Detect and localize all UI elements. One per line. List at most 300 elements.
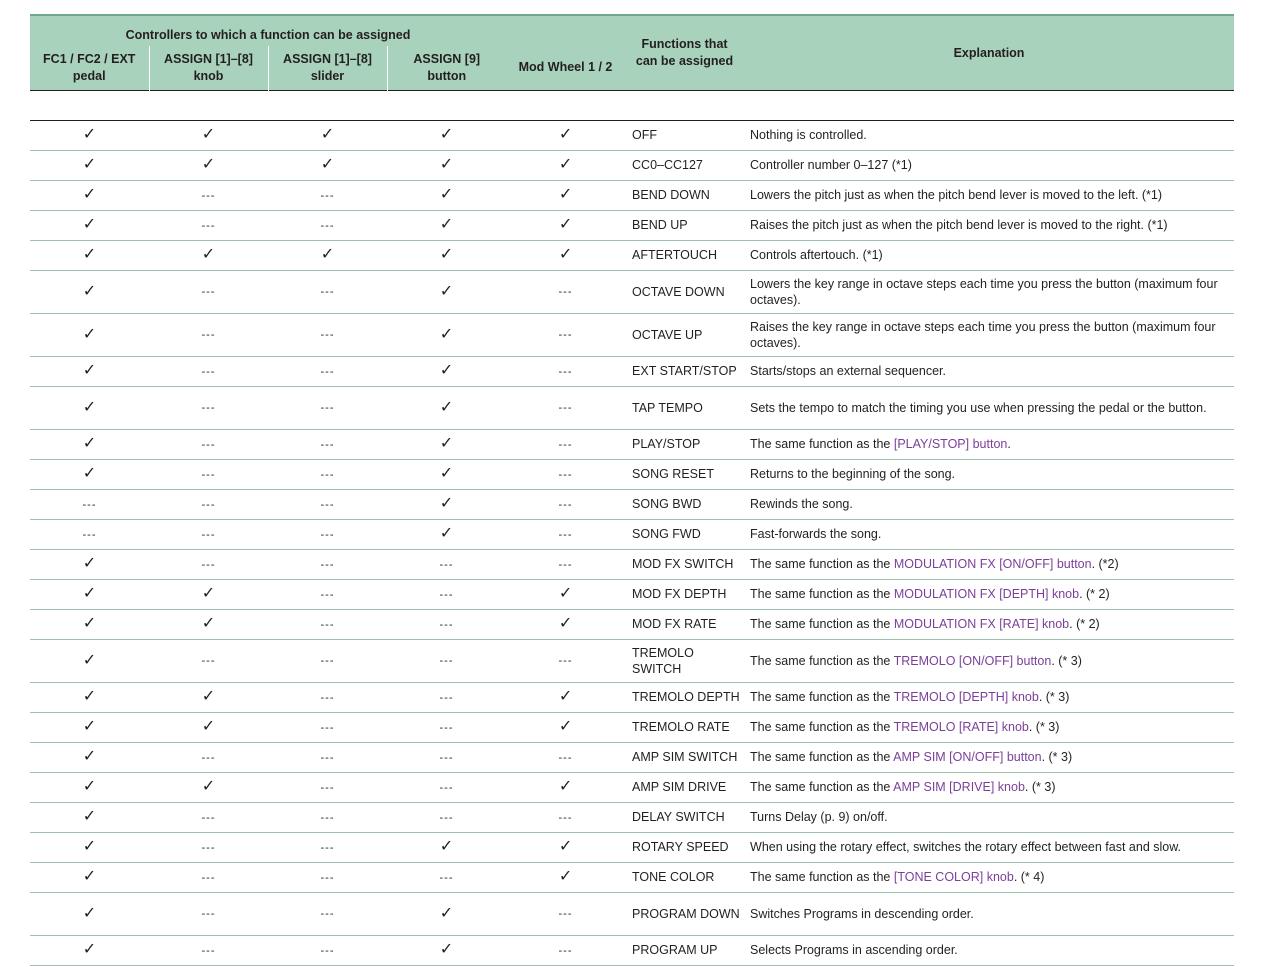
assign-knob-cell: [149, 520, 268, 550]
assign-knob-cell: [149, 713, 268, 743]
check-mark-icon: ✓: [82, 398, 97, 416]
check-mark-icon: ✓: [558, 186, 573, 204]
assign-slider-cell: [268, 550, 387, 580]
table-body: [30, 91, 1234, 966]
explanation-text: The same function as the: [750, 437, 894, 452]
assign-button-cell: [387, 357, 506, 387]
assign-slider-cell: [268, 387, 387, 430]
assign-knob-cell: [149, 314, 268, 357]
explanation-text: Returns to the beginning of the song.: [750, 467, 956, 482]
assign-slider-cell: [268, 803, 387, 833]
not-available-mark: ---: [320, 329, 335, 342]
function-name-cell: EXT START/STOP: [625, 357, 744, 387]
fc-pedal-cell: [30, 460, 149, 490]
mod-wheel-cell: [506, 863, 625, 893]
mod-wheel-cell: [506, 271, 625, 314]
explanation-text: Turns Delay (p. 9) on/off.: [750, 810, 888, 825]
mod-wheel-cell: [506, 241, 625, 271]
assign-knob-cell: [149, 121, 268, 151]
check-mark-icon: ✓: [82, 615, 97, 633]
not-available-mark: ---: [201, 468, 216, 481]
check-mark-icon: ✓: [82, 555, 97, 573]
mod-wheel-cell: [506, 893, 625, 936]
explanation-cell: [744, 833, 1234, 863]
assign-slider-cell: [268, 314, 387, 357]
explanation-text: .: [1007, 437, 1011, 452]
function-name-cell: OCTAVE DOWN: [625, 271, 744, 314]
explanation-cell: [744, 683, 1234, 713]
mod-wheel-cell: [506, 430, 625, 460]
assign-button-cell: [387, 936, 506, 966]
assign-button-cell: [387, 387, 506, 430]
not-available-mark: ---: [201, 841, 216, 854]
explanation-cell: [744, 803, 1234, 833]
mod-wheel-cell: [506, 713, 625, 743]
table-row: [30, 580, 1234, 610]
check-mark-icon: ✓: [82, 282, 97, 300]
fc-pedal-cell: [30, 121, 149, 151]
assign-slider-cell: [268, 936, 387, 966]
mod-wheel-cell: [506, 520, 625, 550]
check-mark-icon: ✓: [82, 126, 97, 144]
explanation-cell: [744, 640, 1234, 683]
assign-slider-cell: [268, 683, 387, 713]
not-available-mark: ---: [320, 655, 335, 668]
fc-pedal-cell: [30, 520, 149, 550]
explanation-cell: [744, 936, 1234, 966]
explanation-text: The same function as the: [750, 587, 894, 602]
check-mark-icon: ✓: [201, 718, 216, 736]
assign-knob-header-line2: knob: [193, 69, 224, 83]
not-available-mark: ---: [320, 468, 335, 481]
fc-pedal-header-line2: pedal: [72, 69, 106, 83]
table-row: [30, 743, 1234, 773]
assign-button-cell: [387, 743, 506, 773]
explanation-text: Lowers the pitch just as when the pitch bend lever is moved to the left. (*1): [750, 188, 1163, 203]
panel-control-reference: MODULATION FX [DEPTH] knob: [893, 587, 1080, 602]
function-name-cell: AMP SIM SWITCH: [625, 743, 744, 773]
check-mark-icon: ✓: [439, 325, 454, 343]
assign-button-header-line1: ASSIGN [9]: [413, 52, 481, 66]
mod-wheel-cell: [506, 833, 625, 863]
not-available-mark: ---: [439, 811, 454, 824]
assign-button-header-line2: button: [427, 69, 467, 83]
assign-slider-cell: [268, 640, 387, 683]
assign-button-cell: [387, 430, 506, 460]
table-row: [30, 683, 1234, 713]
check-mark-icon: ✓: [82, 216, 97, 234]
fc-pedal-cell: [30, 580, 149, 610]
assign-knob-header-line1: ASSIGN [1]–[8]: [164, 52, 253, 66]
mod-wheel-cell: [506, 640, 625, 683]
function-name-cell: PROGRAM UP: [625, 936, 744, 966]
not-available-mark: ---: [558, 438, 573, 451]
not-available-mark: ---: [320, 691, 335, 704]
functions-header-line2: can be assigned: [635, 54, 734, 68]
fc-pedal-header: [30, 46, 149, 91]
assign-button-cell: [387, 241, 506, 271]
assign-button-cell: [387, 863, 506, 893]
fc-pedal-cell: [30, 936, 149, 966]
fc-pedal-cell: [30, 550, 149, 580]
table-row: [30, 181, 1234, 211]
not-available-mark: ---: [320, 286, 335, 299]
check-mark-icon: ✓: [320, 126, 335, 144]
check-mark-icon: ✓: [82, 435, 97, 453]
fc-pedal-cell: [30, 387, 149, 430]
not-available-mark: ---: [201, 811, 216, 824]
check-mark-icon: ✓: [82, 585, 97, 603]
check-mark-icon: ✓: [439, 246, 454, 264]
mod-wheel-header: Mod Wheel 1 / 2: [506, 15, 625, 91]
table-row: [30, 713, 1234, 743]
fc-pedal-cell: [30, 803, 149, 833]
assign-knob-cell: [149, 430, 268, 460]
check-mark-icon: ✓: [558, 868, 573, 886]
assign-slider-cell: [268, 773, 387, 803]
not-available-mark: ---: [201, 528, 216, 541]
check-mark-icon: ✓: [439, 126, 454, 144]
mod-wheel-cell: [506, 490, 625, 520]
check-mark-icon: ✓: [558, 718, 573, 736]
assign-knob-cell: [149, 580, 268, 610]
not-available-mark: ---: [558, 365, 573, 378]
check-mark-icon: ✓: [82, 718, 97, 736]
assign-knob-cell: [149, 490, 268, 520]
assign-button-cell: [387, 550, 506, 580]
explanation-cell: [744, 151, 1234, 181]
assign-button-cell: [387, 580, 506, 610]
assign-slider-cell: [268, 181, 387, 211]
assign-button-cell: [387, 460, 506, 490]
check-mark-icon: ✓: [82, 156, 97, 174]
not-available-mark: ---: [201, 908, 216, 921]
fc-pedal-cell: [30, 743, 149, 773]
assign-button-cell: [387, 833, 506, 863]
mod-wheel-cell: [506, 803, 625, 833]
check-mark-icon: ✓: [439, 282, 454, 300]
fc-pedal-cell: [30, 683, 149, 713]
explanation-text: Selects Programs in ascending order.: [750, 943, 958, 958]
assign-slider-cell: [268, 610, 387, 640]
assign-slider-cell: [268, 357, 387, 387]
explanation-text: . (* 3): [1051, 653, 1082, 668]
not-available-mark: ---: [320, 365, 335, 378]
table-row: [30, 430, 1234, 460]
check-mark-icon: ✓: [439, 465, 454, 483]
assign-slider-header-line2: slider: [310, 69, 345, 83]
explanation-text: Controller number 0–127 (*1): [750, 158, 912, 173]
check-mark-icon: ✓: [82, 778, 97, 796]
explanation-cell: [744, 241, 1234, 271]
functions-header-line1: Functions that: [641, 37, 728, 51]
mod-wheel-cell: [506, 580, 625, 610]
not-available-mark: ---: [201, 286, 216, 299]
not-available-mark: ---: [201, 438, 216, 451]
check-mark-icon: ✓: [439, 838, 454, 856]
check-mark-icon: ✓: [82, 325, 97, 343]
check-mark-icon: ✓: [82, 904, 97, 922]
mod-wheel-cell: [506, 936, 625, 966]
assign-button-cell: [387, 640, 506, 683]
explanation-text: The same function as the: [750, 557, 894, 572]
check-mark-icon: ✓: [558, 246, 573, 264]
check-mark-icon: ✓: [558, 778, 573, 796]
mod-wheel-cell: [506, 610, 625, 640]
mod-wheel-cell: [506, 121, 625, 151]
function-name-cell: AFTERTOUCH: [625, 241, 744, 271]
assign-knob-cell: [149, 241, 268, 271]
header-separator: [30, 91, 1234, 121]
function-name-cell: BEND DOWN: [625, 181, 744, 211]
check-mark-icon: ✓: [320, 246, 335, 264]
assignable-functions-table-container: [30, 14, 1234, 966]
assign-knob-cell: [149, 550, 268, 580]
assign-knob-cell: [149, 640, 268, 683]
panel-control-reference: TREMOLO [DEPTH] knob: [893, 690, 1039, 705]
function-name-cell: CC0–CC127: [625, 151, 744, 181]
table-header: [30, 15, 1234, 91]
explanation-cell: [744, 610, 1234, 640]
check-mark-icon: ✓: [82, 651, 97, 669]
table-row: [30, 550, 1234, 580]
function-name-cell: TONE COLOR: [625, 863, 744, 893]
not-available-mark: ---: [201, 558, 216, 571]
panel-control-reference: AMP SIM [ON/OFF] button: [893, 750, 1042, 765]
assign-slider-cell: [268, 833, 387, 863]
assign-button-cell: [387, 803, 506, 833]
fc-pedal-cell: [30, 893, 149, 936]
explanation-cell: [744, 580, 1234, 610]
explanation-cell: [744, 893, 1234, 936]
assign-knob-cell: [149, 893, 268, 936]
explanation-text: . (* 4): [1013, 870, 1045, 885]
table-row: [30, 936, 1234, 966]
not-available-mark: ---: [558, 908, 573, 921]
function-name-cell: TREMOLO SWITCH: [625, 640, 744, 683]
explanation-text: . (* 3): [1041, 750, 1073, 765]
fc-pedal-cell: [30, 773, 149, 803]
explanation-text: . (* 3): [1024, 780, 1056, 795]
mod-wheel-cell: [506, 550, 625, 580]
explanation-text: The same function as the: [750, 690, 894, 705]
explanation-text: Raises the pitch just as when the pitch bend lever is moved to the right. (*1): [750, 218, 1168, 233]
assign-knob-cell: [149, 936, 268, 966]
function-name-cell: MOD FX DEPTH: [625, 580, 744, 610]
assign-button-cell: [387, 683, 506, 713]
not-available-mark: ---: [320, 558, 335, 571]
assign-slider-header: [268, 46, 387, 91]
check-mark-icon: ✓: [201, 778, 216, 796]
not-available-mark: ---: [558, 468, 573, 481]
check-mark-icon: ✓: [201, 126, 216, 144]
explanation-text: The same function as the: [750, 750, 894, 765]
assign-slider-header-line1: ASSIGN [1]–[8]: [283, 52, 372, 66]
fc-pedal-cell: [30, 271, 149, 314]
mod-wheel-cell: [506, 314, 625, 357]
check-mark-icon: ✓: [439, 362, 454, 380]
assign-slider-cell: [268, 271, 387, 314]
not-available-mark: ---: [320, 438, 335, 451]
explanation-cell: [744, 520, 1234, 550]
not-available-mark: ---: [558, 811, 573, 824]
function-name-cell: TREMOLO RATE: [625, 713, 744, 743]
panel-control-reference: TREMOLO [RATE] knob: [893, 720, 1029, 735]
not-available-mark: ---: [558, 498, 573, 511]
functions-header: [625, 15, 744, 91]
explanation-text: When using the rotary effect, switches the rotary effect between fast and slow.: [750, 840, 1182, 855]
function-name-cell: BEND UP: [625, 211, 744, 241]
fc-pedal-header-line1: FC1 / FC2 / EXT: [43, 52, 136, 66]
function-name-cell: TAP TEMPO: [625, 387, 744, 430]
assign-slider-cell: [268, 430, 387, 460]
table-row: [30, 241, 1234, 271]
check-mark-icon: ✓: [558, 838, 573, 856]
assign-knob-cell: [149, 387, 268, 430]
not-available-mark: ---: [82, 528, 97, 541]
table-row: [30, 640, 1234, 683]
not-available-mark: ---: [558, 286, 573, 299]
explanation-text: Controls aftertouch. (*1): [750, 248, 883, 263]
explanation-text: Rewinds the song.: [750, 497, 853, 512]
table-row: [30, 121, 1234, 151]
mod-wheel-cell: [506, 211, 625, 241]
not-available-mark: ---: [558, 558, 573, 571]
not-available-mark: ---: [320, 944, 335, 957]
function-name-cell: OCTAVE UP: [625, 314, 744, 357]
check-mark-icon: ✓: [201, 585, 216, 603]
explanation-text: Fast-forwards the song.: [750, 527, 882, 542]
panel-control-reference: AMP SIM [DRIVE] knob: [893, 780, 1025, 795]
explanation-cell: [744, 211, 1234, 241]
not-available-mark: ---: [201, 365, 216, 378]
function-name-cell: PROGRAM DOWN: [625, 893, 744, 936]
assign-slider-cell: [268, 743, 387, 773]
not-available-mark: ---: [201, 944, 216, 957]
not-available-mark: ---: [320, 528, 335, 541]
controllers-group-header: Controllers to which a function can be assigned: [30, 15, 506, 46]
function-name-cell: SONG BWD: [625, 490, 744, 520]
panel-control-reference: MODULATION FX [ON/OFF] button: [893, 557, 1092, 572]
not-available-mark: ---: [320, 219, 335, 232]
check-mark-icon: ✓: [82, 808, 97, 826]
not-available-mark: ---: [201, 329, 216, 342]
check-mark-icon: ✓: [558, 585, 573, 603]
check-mark-icon: ✓: [82, 246, 97, 264]
mod-wheel-cell: [506, 357, 625, 387]
function-name-cell: DELAY SWITCH: [625, 803, 744, 833]
explanation-text: . (*2): [1091, 557, 1119, 572]
explanation-text: The same function as the: [750, 780, 894, 795]
assign-knob-cell: [149, 271, 268, 314]
assign-knob-cell: [149, 151, 268, 181]
not-available-mark: ---: [558, 329, 573, 342]
check-mark-icon: ✓: [439, 156, 454, 174]
assign-slider-cell: [268, 490, 387, 520]
fc-pedal-cell: [30, 863, 149, 893]
check-mark-icon: ✓: [558, 156, 573, 174]
check-mark-icon: ✓: [82, 838, 97, 856]
check-mark-icon: ✓: [439, 398, 454, 416]
not-available-mark: ---: [201, 751, 216, 764]
check-mark-icon: ✓: [82, 465, 97, 483]
fc-pedal-cell: [30, 833, 149, 863]
not-available-mark: ---: [439, 691, 454, 704]
explanation-header: Explanation: [744, 15, 1234, 91]
assign-slider-cell: [268, 713, 387, 743]
check-mark-icon: ✓: [201, 688, 216, 706]
assign-button-cell: [387, 151, 506, 181]
table-row: [30, 357, 1234, 387]
not-available-mark: ---: [201, 189, 216, 202]
function-name-cell: ROTARY SPEED: [625, 833, 744, 863]
assign-button-cell: [387, 490, 506, 520]
panel-control-reference: [TONE COLOR] knob: [893, 870, 1014, 885]
not-available-mark: ---: [320, 841, 335, 854]
table-row: [30, 314, 1234, 357]
assign-button-cell: [387, 211, 506, 241]
check-mark-icon: ✓: [320, 156, 335, 174]
not-available-mark: ---: [439, 655, 454, 668]
not-available-mark: ---: [320, 588, 335, 601]
assign-slider-cell: [268, 211, 387, 241]
explanation-cell: [744, 743, 1234, 773]
check-mark-icon: ✓: [558, 216, 573, 234]
assign-slider-cell: [268, 151, 387, 181]
not-available-mark: ---: [439, 618, 454, 631]
assign-slider-cell: [268, 520, 387, 550]
function-name-cell: AMP SIM DRIVE: [625, 773, 744, 803]
assign-knob-cell: [149, 683, 268, 713]
explanation-text: Nothing is controlled.: [750, 128, 867, 143]
not-available-mark: ---: [439, 721, 454, 734]
not-available-mark: ---: [439, 588, 454, 601]
not-available-mark: ---: [558, 402, 573, 415]
assign-knob-cell: [149, 357, 268, 387]
panel-control-reference: MODULATION FX [RATE] knob: [893, 617, 1070, 632]
explanation-text: The same function as the: [750, 870, 894, 885]
mod-wheel-cell: [506, 743, 625, 773]
assign-button-cell: [387, 610, 506, 640]
not-available-mark: ---: [201, 498, 216, 511]
check-mark-icon: ✓: [82, 868, 97, 886]
assign-button-cell: [387, 181, 506, 211]
fc-pedal-cell: [30, 490, 149, 520]
panel-control-reference: [PLAY/STOP] button: [893, 437, 1008, 452]
explanation-cell: [744, 490, 1234, 520]
assign-button-header: [387, 46, 506, 91]
table-row: [30, 803, 1234, 833]
table-row: [30, 520, 1234, 550]
explanation-cell: [744, 550, 1234, 580]
mod-wheel-cell: [506, 683, 625, 713]
assign-knob-cell: [149, 743, 268, 773]
check-mark-icon: ✓: [439, 525, 454, 543]
explanation-cell: [744, 387, 1234, 430]
explanation-text: Switches Programs in descending order.: [750, 906, 974, 921]
assign-slider-cell: [268, 241, 387, 271]
check-mark-icon: ✓: [82, 362, 97, 380]
explanation-cell: [744, 314, 1234, 357]
fc-pedal-cell: [30, 151, 149, 181]
not-available-mark: ---: [558, 751, 573, 764]
mod-wheel-cell: [506, 181, 625, 211]
check-mark-icon: ✓: [439, 904, 454, 922]
function-name-cell: PLAY/STOP: [625, 430, 744, 460]
fc-pedal-cell: [30, 713, 149, 743]
check-mark-icon: ✓: [82, 748, 97, 766]
check-mark-icon: ✓: [82, 688, 97, 706]
